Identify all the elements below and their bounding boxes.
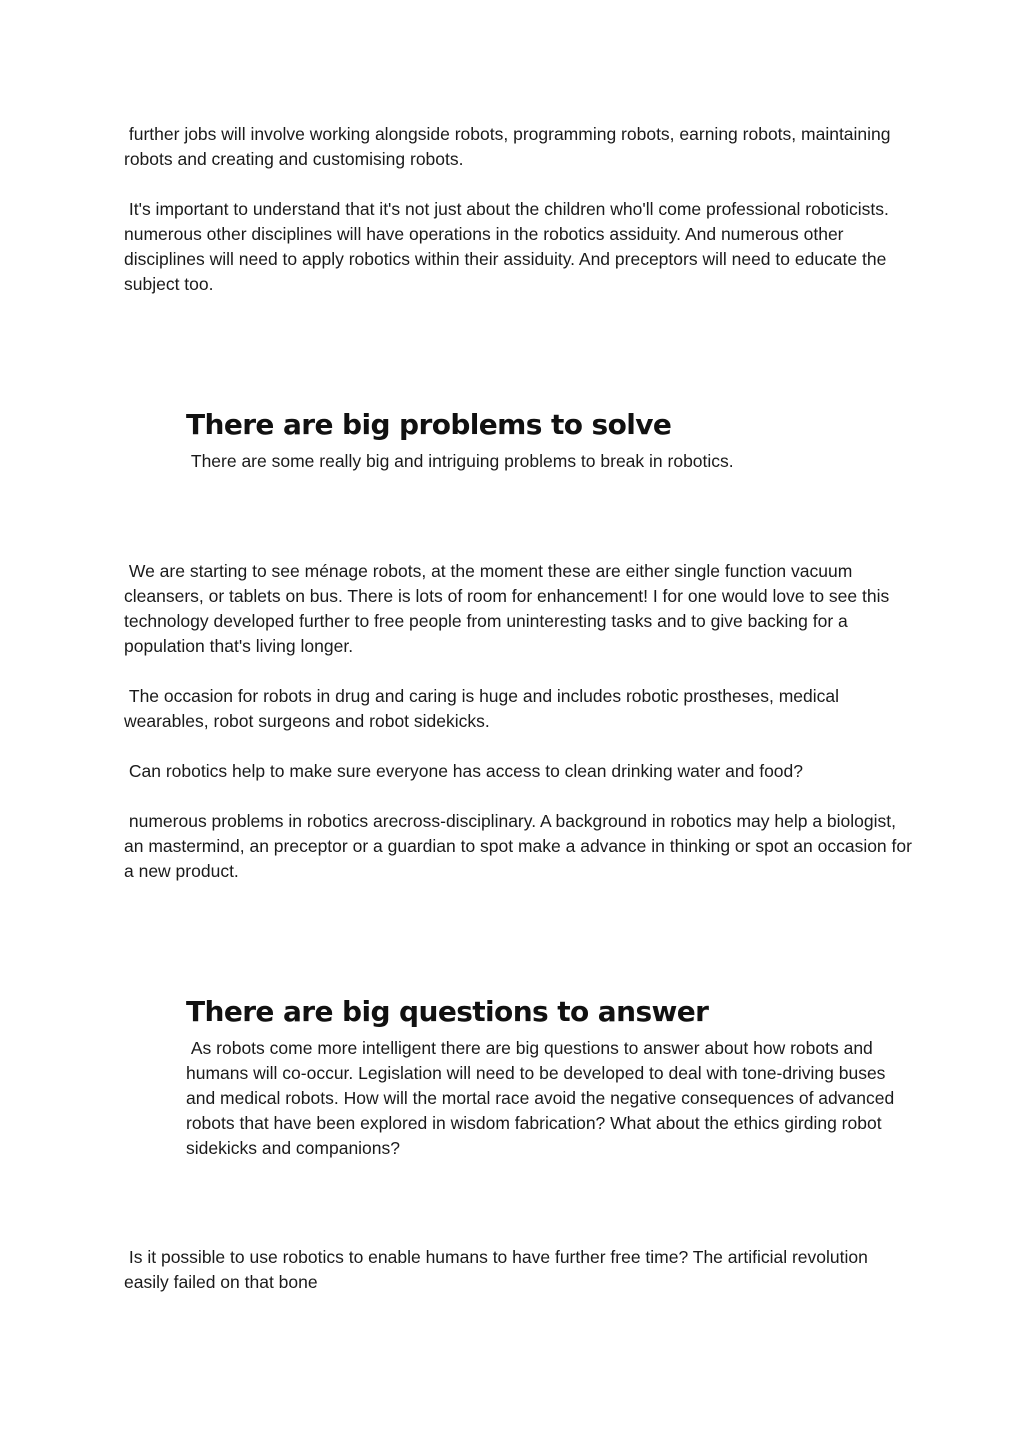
paragraph-questions-intro: As robots come more intelligent there are big questions to answer about how robots and humans will co-occur. Legislation will need to be developed to deal with tone-driving buses and medical robots. How will the mortal race avoid the negative consequences of advanced robots that have been explored in wisdom fabrication? What about the ethics girding robot sidekicks and companions? (186, 1038, 900, 1158)
paragraph-free-time: Is it possible to use robotics to enable humans to have further free time? The artificial revolution easily failed on that bone (124, 1247, 873, 1292)
heading-big-problems: There are big problems to solve (186, 408, 672, 441)
heading-big-questions: There are big questions to answer (186, 995, 709, 1028)
paragraph-problems-intro: There are some really big and intriguing problems to break in robotics. (186, 451, 734, 471)
paragraph-not-just-children: It's important to understand that it's not just about the children who'll come professional roboticists. numerous other disciplines will have operations in the robotics assiduity. And numerous other disciplines will need to apply robotics within their assiduity. And preceptors will need to educate the subject too. (124, 199, 894, 294)
paragraph-clean-water: Can robotics help to make sure everyone has access to clean drinking water and food? (124, 761, 804, 781)
paragraph-future-jobs: further jobs will involve working alongside robots, programming robots, earning robots, maintaining robots and creating and customising robots. (124, 124, 896, 169)
paragraph-cross-disciplinary: numerous problems in robotics arecross-disciplinary. A background in robotics may help a biologist, an mastermind, an preceptor or a guardian to spot make a advance in thinking or spot an occasion for a new product. (124, 811, 917, 881)
paragraph-menage-robots: We are starting to see ménage robots, at the moment these are either single function vacuum cleansers, or tablets on bus. There is lots of room for enhancement! I for one would love to see this technology developed further to free people from uninteresting tasks and to give backing for a population that's living longer. (124, 561, 895, 656)
paragraph-robots-in-care: The occasion for robots in drug and caring is huge and includes robotic prostheses, medical wearables, robot surgeons and robot sidekicks. (124, 686, 844, 731)
